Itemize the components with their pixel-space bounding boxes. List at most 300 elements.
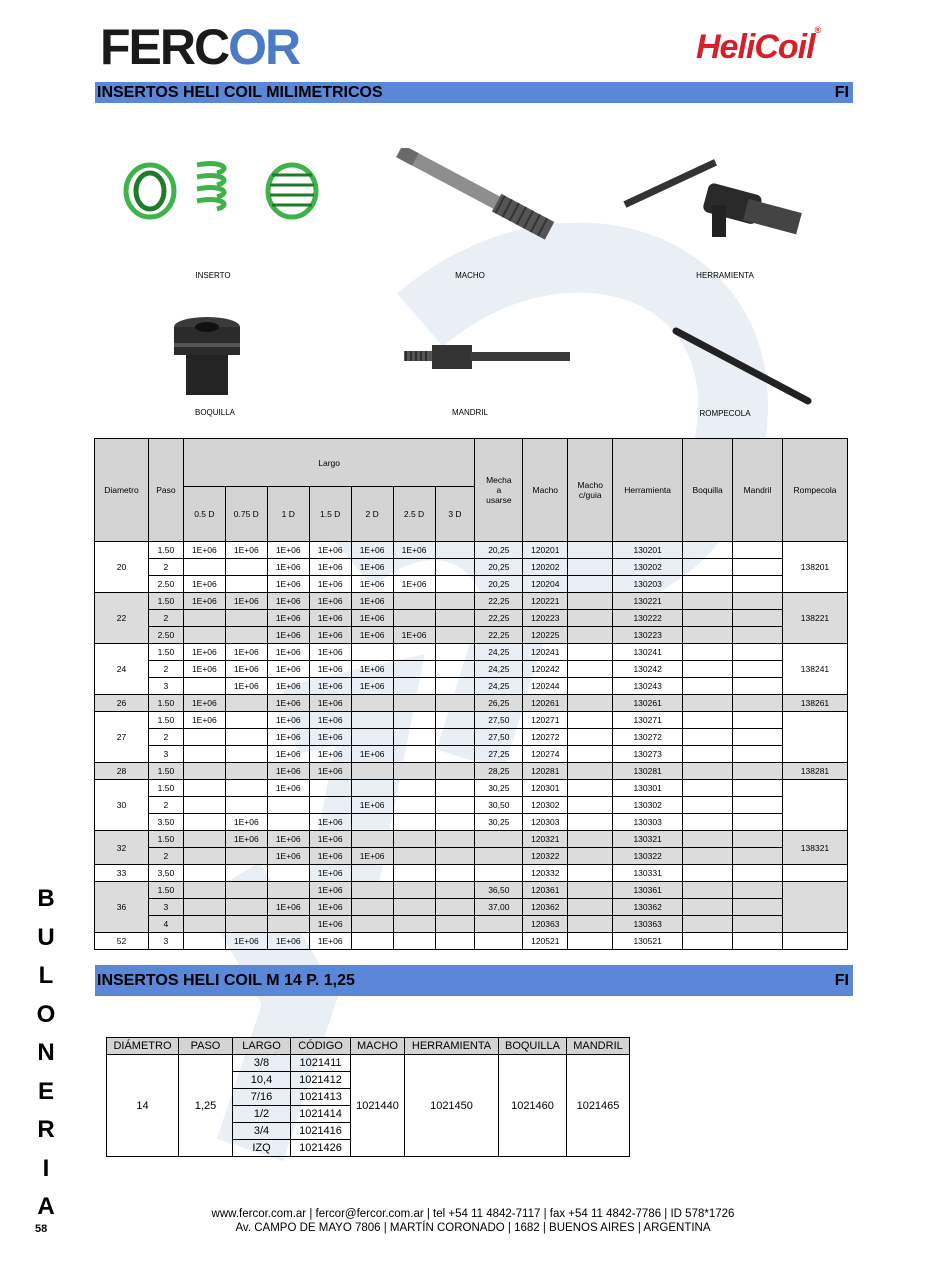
m14-mandril: 1021465	[567, 1055, 630, 1157]
cell-largo: 1E+06	[351, 542, 393, 559]
cell-largo	[267, 814, 309, 831]
cell-macho-guia	[568, 865, 613, 882]
side-letter: I	[42, 1154, 50, 1182]
cell-largo	[351, 882, 393, 899]
cell-macho: 120201	[523, 542, 568, 559]
cell-largo	[225, 576, 267, 593]
cell-boquilla	[683, 797, 733, 814]
cell-diametro: 52	[95, 933, 149, 950]
cell-largo: 1E+06	[267, 678, 309, 695]
table-row	[95, 899, 848, 916]
cell-macho-guia	[568, 882, 613, 899]
cell-macho: 120281	[523, 763, 568, 780]
cell-largo: 1E+06	[267, 899, 309, 916]
cell-mandril	[733, 610, 783, 627]
cell-largo: 1E+06	[309, 729, 351, 746]
cell-macho-guia	[568, 712, 613, 729]
cell-largo: 1E+06	[309, 542, 351, 559]
cell-mecha: 22,25	[475, 593, 523, 610]
cell-macho: 120362	[523, 899, 568, 916]
cell-largo	[393, 610, 435, 627]
cell-largo: 1E+06	[267, 610, 309, 627]
m14-header-diametro: DIÁMETRO	[107, 1038, 179, 1055]
cell-largo	[435, 780, 475, 797]
cell-macho: 120521	[523, 933, 568, 950]
cell-herramienta: 130363	[613, 916, 683, 933]
table-row	[95, 695, 848, 712]
cell-largo: 1E+06	[309, 865, 351, 882]
side-letter: A	[37, 1193, 55, 1220]
table-row	[95, 644, 848, 661]
col-header-largo-1-5d: 1.5 D	[309, 487, 351, 542]
cell-mandril	[733, 916, 783, 933]
cell-largo	[393, 814, 435, 831]
cell-largo: 1E+06	[351, 593, 393, 610]
cell-mandril	[733, 848, 783, 865]
cell-largo	[393, 899, 435, 916]
cell-largo	[225, 882, 267, 899]
cell-macho-guia	[568, 831, 613, 848]
cell-largo	[393, 831, 435, 848]
m14-insert-table	[106, 1037, 630, 1157]
cell-herramienta: 130361	[613, 882, 683, 899]
cell-largo	[435, 627, 475, 644]
cell-largo	[225, 746, 267, 763]
cell-boquilla	[683, 593, 733, 610]
cell-macho: 120302	[523, 797, 568, 814]
table-row	[95, 542, 848, 559]
table-row	[95, 627, 848, 644]
cell-largo	[393, 746, 435, 763]
cell-mecha: 30,50	[475, 797, 523, 814]
cell-largo: 1E+06	[225, 831, 267, 848]
cell-mecha: 27,25	[475, 746, 523, 763]
cell-mecha: 20,25	[475, 576, 523, 593]
m14-largo: 10,4	[233, 1072, 291, 1089]
cell-largo	[351, 865, 393, 882]
cell-largo	[351, 814, 393, 831]
milimetric-insert-table	[94, 438, 848, 950]
m14-codigo: 1021411	[291, 1055, 351, 1072]
footer-contact: www.fercor.com.ar | fercor@fercor.com.ar | tel +54 11 4842-7117 | fax +54 11 4842-7786 | ID 578*1726	[211, 1208, 735, 1220]
cell-diametro: 32	[95, 831, 149, 865]
cell-rompecola	[782, 865, 847, 882]
cell-largo	[393, 763, 435, 780]
cell-largo	[225, 763, 267, 780]
cell-diametro: 24	[95, 644, 149, 695]
mecha-line-2: a	[496, 485, 502, 495]
cell-mandril	[733, 695, 783, 712]
cell-macho-guia	[568, 644, 613, 661]
m14-codigo: 1021413	[291, 1089, 351, 1106]
cell-largo	[225, 865, 267, 882]
cell-largo: 1E+06	[183, 661, 225, 678]
cell-diametro: 26	[95, 695, 149, 712]
cell-largo	[351, 729, 393, 746]
page-number: 58	[35, 1223, 48, 1235]
cell-macho-guia	[568, 695, 613, 712]
cell-paso: 1.50	[148, 593, 183, 610]
cell-herramienta: 130301	[613, 780, 683, 797]
cell-macho-guia	[568, 661, 613, 678]
cell-mandril	[733, 746, 783, 763]
col-header-largo: Largo	[183, 439, 475, 487]
cell-boquilla	[683, 559, 733, 576]
side-letter: L	[38, 962, 54, 989]
cell-largo	[225, 797, 267, 814]
cell-largo	[351, 780, 393, 797]
m14-header-boquilla: BOQUILLA	[499, 1038, 567, 1055]
mandrel-icon	[404, 340, 574, 375]
cell-largo	[435, 695, 475, 712]
cell-largo	[183, 746, 225, 763]
m14-largo: 1/2	[233, 1106, 291, 1123]
cell-macho: 120332	[523, 865, 568, 882]
cell-largo: 1E+06	[351, 797, 393, 814]
cell-mandril	[733, 576, 783, 593]
table-row	[95, 593, 848, 610]
cell-paso: 2	[148, 559, 183, 576]
cell-largo: 1E+06	[309, 933, 351, 950]
helicoil-logo	[696, 25, 821, 66]
m14-header-paso: PASO	[179, 1038, 233, 1055]
cell-herramienta: 130261	[613, 695, 683, 712]
product-caption-macho: MACHO	[455, 271, 485, 280]
cell-largo: 1E+06	[267, 661, 309, 678]
col-header-macho: Macho	[523, 439, 568, 542]
table-row	[95, 559, 848, 576]
cell-rompecola: 138281	[782, 763, 847, 780]
cell-largo	[393, 729, 435, 746]
product-caption-rompecola: ROMPECOLA	[699, 409, 751, 418]
cell-paso: 2	[148, 729, 183, 746]
cell-macho-guia	[568, 797, 613, 814]
cell-macho-guia	[568, 559, 613, 576]
cell-largo	[435, 831, 475, 848]
side-letter: B	[37, 885, 55, 912]
cell-herramienta: 130203	[613, 576, 683, 593]
side-letter: E	[37, 1077, 54, 1105]
cell-largo: 1E+06	[267, 627, 309, 644]
cell-herramienta: 130521	[613, 933, 683, 950]
cell-macho-guia	[568, 542, 613, 559]
cell-macho: 120272	[523, 729, 568, 746]
cell-largo: 1E+06	[309, 678, 351, 695]
cell-paso: 1.50	[148, 882, 183, 899]
cell-macho-guia	[568, 814, 613, 831]
cell-paso: 3	[148, 899, 183, 916]
cell-diametro: 33	[95, 865, 149, 882]
cell-macho-guia	[568, 933, 613, 950]
col-header-largo-2-5d: 2.5 D	[393, 487, 435, 542]
cell-largo	[393, 933, 435, 950]
m14-header-herramienta: HERRAMIENTA	[405, 1038, 499, 1055]
cell-largo: 1E+06	[225, 593, 267, 610]
m14-codigo: 1021426	[291, 1140, 351, 1157]
cell-boquilla	[683, 746, 733, 763]
cell-rompecola	[782, 882, 847, 933]
cell-herramienta: 130302	[613, 797, 683, 814]
cell-macho-guia	[568, 576, 613, 593]
cell-macho: 120241	[523, 644, 568, 661]
cell-largo	[183, 916, 225, 933]
cell-largo	[183, 763, 225, 780]
table-row	[95, 848, 848, 865]
section-code: FI	[834, 971, 849, 989]
cell-largo: 1E+06	[393, 542, 435, 559]
cell-mandril	[733, 559, 783, 576]
cell-mandril	[733, 678, 783, 695]
table-row	[95, 882, 848, 899]
cell-macho: 120363	[523, 916, 568, 933]
cell-macho: 120261	[523, 695, 568, 712]
cell-herramienta: 130221	[613, 593, 683, 610]
cell-boquilla	[683, 916, 733, 933]
cell-largo	[393, 712, 435, 729]
cell-mecha: 36,50	[475, 882, 523, 899]
cell-paso: 2	[148, 797, 183, 814]
registered-mark: ®	[814, 25, 821, 35]
cell-rompecola: 138321	[782, 831, 847, 865]
cell-paso: 3,50	[148, 865, 183, 882]
cell-diametro: 20	[95, 542, 149, 593]
m14-diametro: 14	[107, 1055, 179, 1157]
cell-rompecola: 138221	[782, 593, 847, 644]
m14-boquilla: 1021460	[499, 1055, 567, 1157]
cell-boquilla	[683, 814, 733, 831]
cell-herramienta: 130271	[613, 712, 683, 729]
cell-largo: 1E+06	[183, 712, 225, 729]
cell-mecha: 20,25	[475, 542, 523, 559]
cell-largo: 1E+06	[183, 695, 225, 712]
col-header-largo-0-75d: 0.75 D	[225, 487, 267, 542]
cell-largo: 1E+06	[225, 814, 267, 831]
cell-largo: 1E+06	[183, 593, 225, 610]
cell-largo	[435, 661, 475, 678]
cell-mecha	[475, 865, 523, 882]
cell-largo	[309, 797, 351, 814]
cell-largo	[183, 610, 225, 627]
col-header-largo-1d: 1 D	[267, 487, 309, 542]
cell-macho-guia	[568, 610, 613, 627]
cell-largo	[351, 763, 393, 780]
cell-largo	[183, 831, 225, 848]
cell-mecha	[475, 848, 523, 865]
cell-largo	[309, 780, 351, 797]
product-caption-boquilla: BOQUILLA	[194, 408, 235, 417]
cell-largo: 1E+06	[351, 576, 393, 593]
cell-largo	[225, 916, 267, 933]
m14-largo: IZQ	[233, 1140, 291, 1157]
cell-mecha: 22,25	[475, 627, 523, 644]
macho-guia-line-1: Macho	[577, 480, 603, 490]
table-row	[95, 831, 848, 848]
table-row	[95, 763, 848, 780]
cell-largo	[351, 644, 393, 661]
cell-mecha	[475, 916, 523, 933]
cell-mandril	[733, 593, 783, 610]
cell-macho: 120321	[523, 831, 568, 848]
cell-largo	[435, 899, 475, 916]
cell-largo: 1E+06	[351, 678, 393, 695]
cell-largo	[351, 916, 393, 933]
cell-macho-guia	[568, 627, 613, 644]
cell-largo	[225, 610, 267, 627]
cell-largo	[183, 559, 225, 576]
cell-largo	[351, 831, 393, 848]
col-header-boquilla: Boquilla	[683, 439, 733, 542]
cell-paso: 2	[148, 848, 183, 865]
cell-mandril	[733, 865, 783, 882]
cell-mecha: 27,50	[475, 712, 523, 729]
cell-boquilla	[683, 644, 733, 661]
tap-icon	[388, 148, 568, 243]
milimetric-table-body	[95, 542, 848, 950]
col-header-largo-3d: 3 D	[435, 487, 475, 542]
cell-paso: 2.50	[148, 627, 183, 644]
cell-largo: 1E+06	[393, 576, 435, 593]
footer-address: Av. CAMPO DE MAYO 7806 | MARTÍN CORONADO | 1682 | BUENOS AIRES | ARGENTINA	[235, 1222, 711, 1234]
cell-paso: 1.50	[148, 712, 183, 729]
cell-boquilla	[683, 899, 733, 916]
cell-boquilla	[683, 542, 733, 559]
cell-largo	[393, 780, 435, 797]
table-row	[95, 678, 848, 695]
cell-largo	[351, 933, 393, 950]
cell-rompecola	[782, 712, 847, 763]
cell-macho-guia	[568, 593, 613, 610]
cell-largo: 1E+06	[267, 780, 309, 797]
cell-diametro: 30	[95, 780, 149, 831]
cell-largo	[435, 848, 475, 865]
nozzle-icon	[170, 315, 245, 400]
col-header-largo-2d: 2 D	[351, 487, 393, 542]
cell-largo: 1E+06	[351, 610, 393, 627]
cell-largo: 1E+06	[267, 644, 309, 661]
section-bar-m14	[95, 965, 853, 996]
cell-paso: 1.50	[148, 695, 183, 712]
cell-macho: 120204	[523, 576, 568, 593]
cell-paso: 1.50	[148, 780, 183, 797]
cell-largo	[393, 882, 435, 899]
cell-largo	[393, 678, 435, 695]
cell-rompecola: 138261	[782, 695, 847, 712]
m14-header-macho: MACHO	[351, 1038, 405, 1055]
cell-largo	[435, 729, 475, 746]
cell-mandril	[733, 763, 783, 780]
cell-paso: 1.50	[148, 831, 183, 848]
cell-largo	[183, 627, 225, 644]
col-header-largo-0-5d: 0.5 D	[183, 487, 225, 542]
cell-largo	[435, 882, 475, 899]
cell-boquilla	[683, 695, 733, 712]
cell-macho-guia	[568, 899, 613, 916]
cell-macho-guia	[568, 780, 613, 797]
cell-largo: 1E+06	[351, 627, 393, 644]
cell-boquilla	[683, 661, 733, 678]
cell-macho: 120242	[523, 661, 568, 678]
cell-mecha: 24,25	[475, 644, 523, 661]
cell-macho-guia	[568, 763, 613, 780]
cell-largo: 1E+06	[309, 712, 351, 729]
table-row	[95, 916, 848, 933]
m14-codigo: 1021414	[291, 1106, 351, 1123]
cell-largo: 1E+06	[267, 559, 309, 576]
section-bar-milimetricos	[95, 82, 853, 103]
fercor-logo	[100, 19, 300, 75]
cell-mecha	[475, 933, 523, 950]
cell-largo	[267, 882, 309, 899]
cell-largo: 1E+06	[267, 746, 309, 763]
table-row	[95, 610, 848, 627]
col-header-herramienta: Herramienta	[613, 439, 683, 542]
cell-largo	[393, 695, 435, 712]
cell-largo	[183, 814, 225, 831]
cell-largo	[435, 644, 475, 661]
cell-largo	[393, 865, 435, 882]
cell-largo	[435, 746, 475, 763]
table-row	[95, 712, 848, 729]
cell-macho: 120225	[523, 627, 568, 644]
cell-mecha: 30,25	[475, 780, 523, 797]
section-title: INSERTOS HELI COIL MILIMETRICOS	[97, 83, 383, 101]
cell-herramienta: 130281	[613, 763, 683, 780]
cell-largo	[435, 678, 475, 695]
cell-macho: 120322	[523, 848, 568, 865]
fercor-logo-part1: FERC	[100, 19, 229, 75]
cell-largo: 1E+06	[309, 746, 351, 763]
cell-macho: 120303	[523, 814, 568, 831]
cell-herramienta: 130201	[613, 542, 683, 559]
col-header-mandril: Mandril	[733, 439, 783, 542]
cell-largo: 1E+06	[309, 593, 351, 610]
m14-codigo: 1021412	[291, 1072, 351, 1089]
cell-herramienta: 130331	[613, 865, 683, 882]
cell-largo	[225, 712, 267, 729]
product-caption-mandril: MANDRIL	[451, 408, 488, 417]
cell-largo	[393, 661, 435, 678]
cell-largo	[393, 916, 435, 933]
m14-largo: 3/4	[233, 1123, 291, 1140]
cell-largo: 1E+06	[225, 661, 267, 678]
table-row	[95, 780, 848, 797]
cell-boquilla	[683, 678, 733, 695]
cell-macho: 120301	[523, 780, 568, 797]
cell-mandril	[733, 882, 783, 899]
helicoil-logo-text: HeliCoil	[696, 28, 815, 66]
cell-mecha	[475, 831, 523, 848]
cell-largo: 1E+06	[309, 644, 351, 661]
cell-boquilla	[683, 882, 733, 899]
cell-diametro: 36	[95, 882, 149, 933]
cell-mandril	[733, 661, 783, 678]
cell-paso: 2	[148, 610, 183, 627]
cell-boquilla	[683, 933, 733, 950]
cell-largo: 1E+06	[267, 729, 309, 746]
cell-largo: 1E+06	[267, 848, 309, 865]
cell-boquilla	[683, 848, 733, 865]
cell-herramienta: 130273	[613, 746, 683, 763]
table-row	[95, 661, 848, 678]
cell-largo	[435, 610, 475, 627]
cell-mecha: 37,00	[475, 899, 523, 916]
cell-largo	[183, 933, 225, 950]
cell-macho: 120271	[523, 712, 568, 729]
cell-largo: 1E+06	[309, 627, 351, 644]
cell-largo	[183, 797, 225, 814]
section-code: FI	[834, 83, 849, 101]
cell-macho: 120361	[523, 882, 568, 899]
